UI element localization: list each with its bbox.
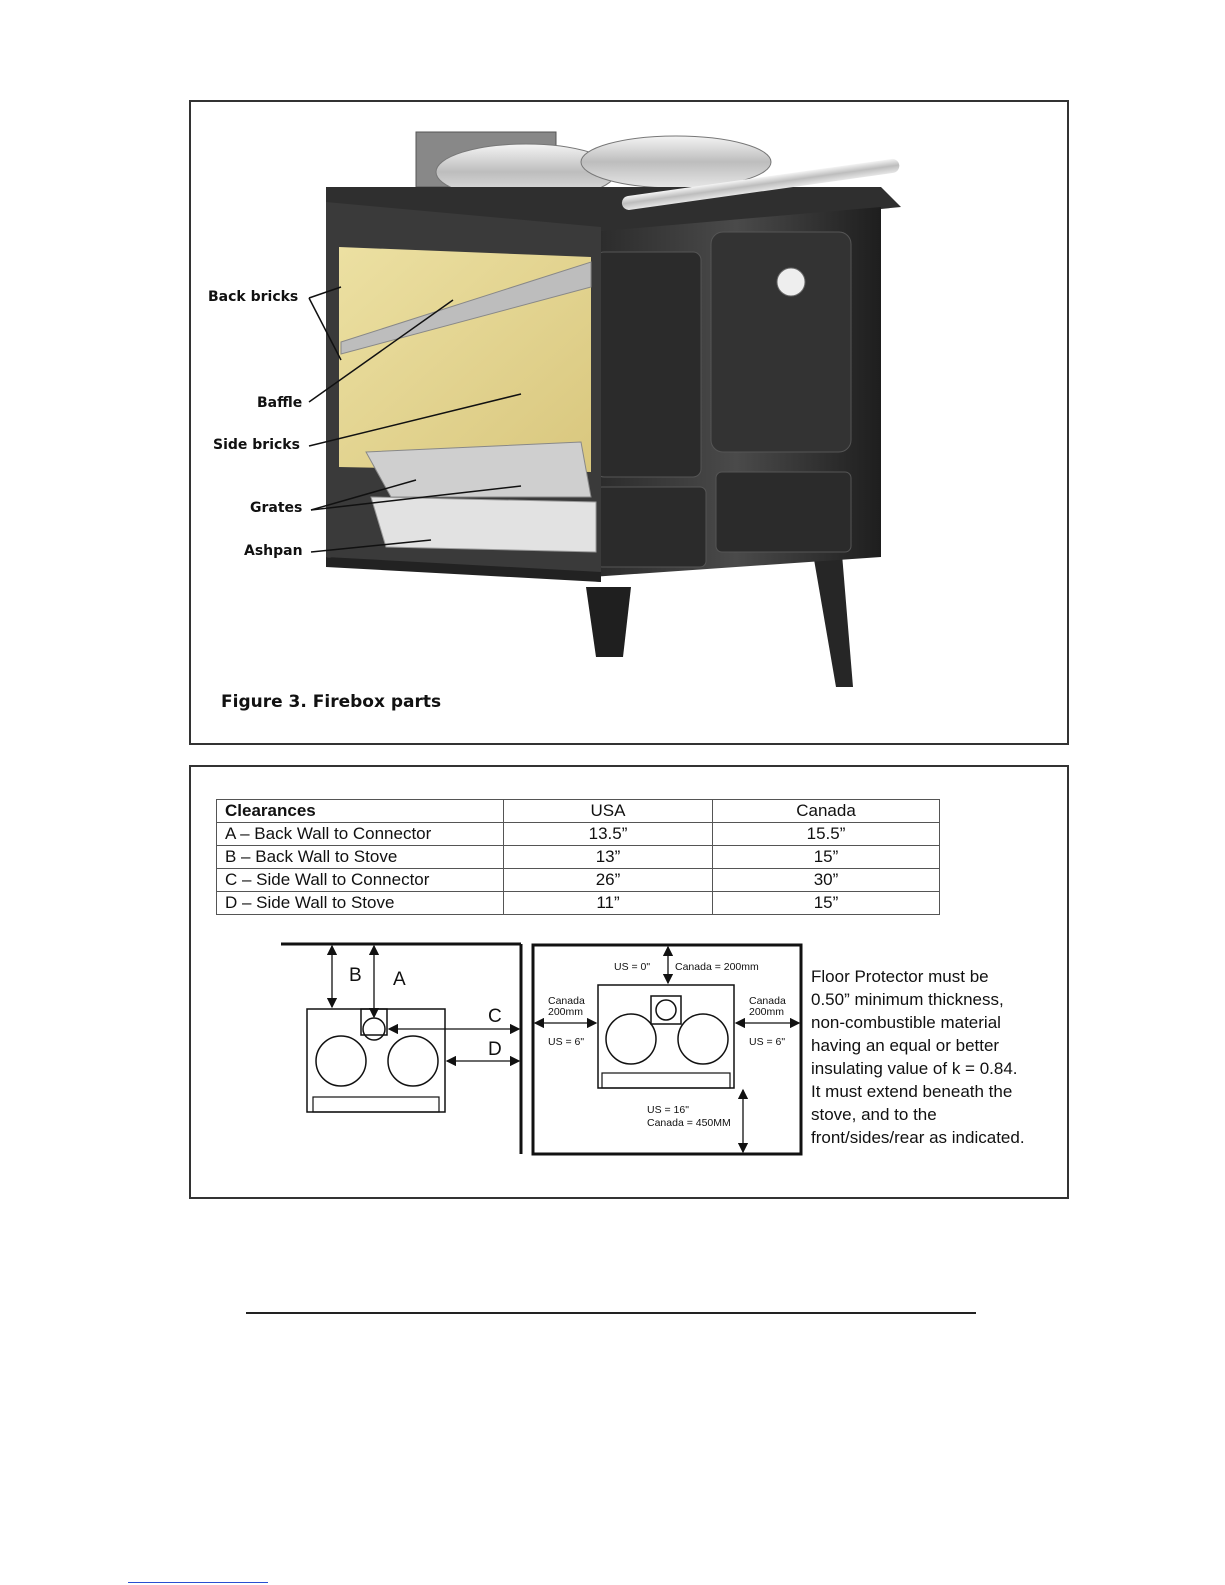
table-header-clearances: Clearances <box>217 800 504 823</box>
table-cell-label: C – Side Wall to Connector <box>217 869 504 892</box>
table-cell-usa: 13.5” <box>504 823 713 846</box>
label-b: B <box>349 965 362 986</box>
stove-cutaway-illustration <box>191 102 1067 743</box>
figure-caption: Figure 3. Firebox parts <box>221 692 442 712</box>
divider-line <box>246 1312 976 1314</box>
floor-protector-note: Floor Protector must be 0.50” minimum thickness, non-combustible material having an equal or better insulating value of k = 0.84. It must extend beneath the stove, and to the front/sides/rear as indicated. <box>811 967 1025 1147</box>
callout-back-bricks: Back bricks <box>208 289 299 305</box>
figure-frame <box>189 100 1069 745</box>
table-cell-usa: 26” <box>504 869 713 892</box>
table-cell-usa: 13” <box>504 846 713 869</box>
callout-grates: Grates <box>250 500 303 516</box>
table-header-canada: Canada <box>713 800 940 823</box>
clearances-frame <box>189 765 1069 1199</box>
table-header-usa: USA <box>504 800 713 823</box>
table-cell-canada: 15” <box>713 892 940 915</box>
label-c: C <box>488 1006 502 1027</box>
top-us-label: US = 0" <box>614 961 651 973</box>
left-canada-label: Canada <box>548 995 585 1007</box>
table-cell-label: D – Side Wall to Stove <box>217 892 504 915</box>
left-us-label: US = 6" <box>548 1036 585 1048</box>
top-canada-label: Canada = 200mm <box>675 961 759 973</box>
table-cell-canada: 15.5” <box>713 823 940 846</box>
front-canada-label: Canada = 450MM <box>647 1117 731 1129</box>
table-cell-canada: 15” <box>713 846 940 869</box>
callout-side-bricks: Side bricks <box>213 437 300 453</box>
right-canada-label: Canada <box>749 995 786 1007</box>
callout-ashpan: Ashpan <box>244 543 303 559</box>
right-us-label: US = 6" <box>749 1036 786 1048</box>
label-a: A <box>393 969 406 990</box>
left-mm-label: 200mm <box>548 1006 584 1018</box>
table-cell-label: A – Back Wall to Connector <box>217 823 504 846</box>
table-cell-canada: 30” <box>713 869 940 892</box>
right-mm-label: 200mm <box>749 1006 785 1018</box>
front-us-label: US = 16" <box>647 1104 689 1116</box>
callout-baffle: Baffle <box>257 395 303 411</box>
table-cell-usa: 11” <box>504 892 713 915</box>
link-underline <box>128 1582 268 1583</box>
table-cell-label: B – Back Wall to Stove <box>217 846 504 869</box>
label-d: D <box>488 1039 502 1060</box>
